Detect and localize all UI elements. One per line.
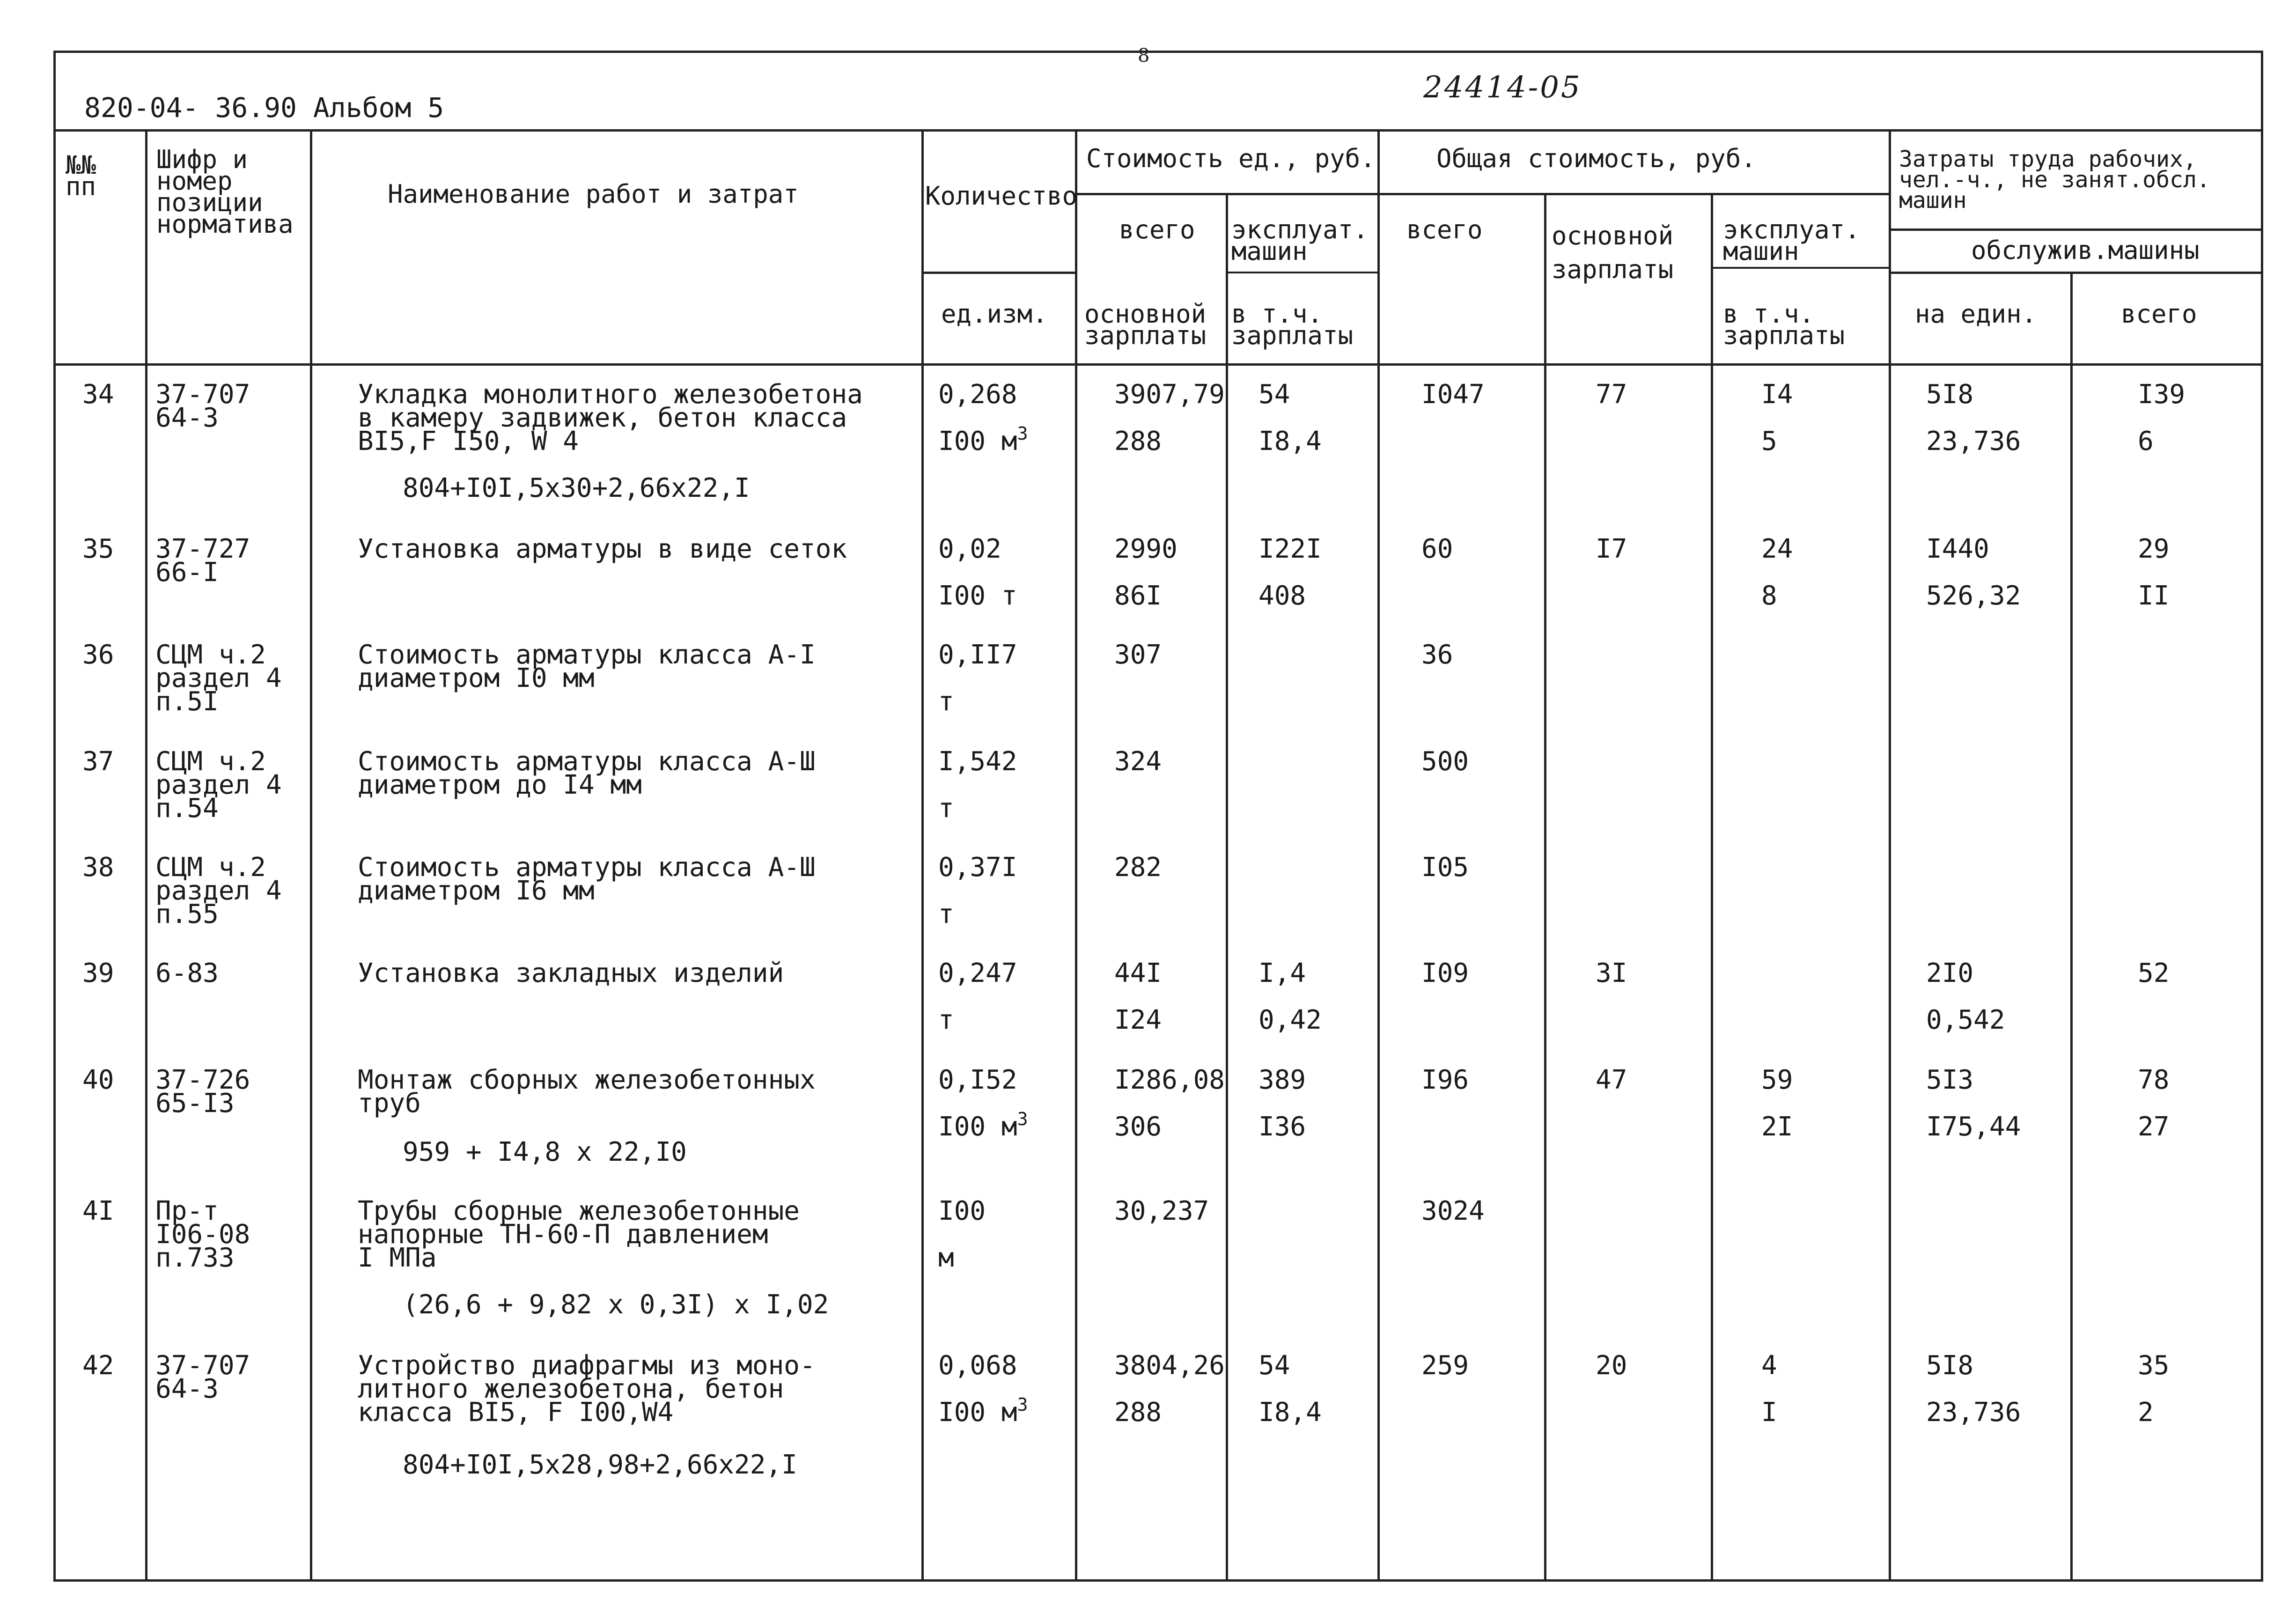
- row-7-code: Пр-т I06-08 п.733: [155, 1196, 250, 1273]
- row-6-name: Монтаж сборных железобетонных труб: [358, 1065, 816, 1119]
- row-6-unit-superscript: 3: [1017, 1109, 1028, 1129]
- header-total-cost: Общая стоимость, руб.: [1436, 144, 1756, 173]
- row-2-unit-total: 307: [1114, 640, 1162, 670]
- row-6-total-base: 47: [1596, 1065, 1627, 1095]
- row-8-labor-unit-b: 23,736: [1926, 1397, 2021, 1428]
- row-5-total-base: 3I: [1596, 958, 1627, 988]
- row-6-unit-machine: 389: [1258, 1065, 1306, 1095]
- row-8-formula: 804+I0I,5x28,98+2,66x22,I: [403, 1450, 797, 1480]
- row-3-qty: I,542: [938, 746, 1017, 777]
- row-0-unit-machine-salary: I8,4: [1258, 426, 1322, 457]
- header-unit-machine: эксплуат. машин: [1231, 215, 1369, 266]
- header-bottom-line: [53, 363, 2263, 366]
- row-8-unit: I00 $м^3$: [938, 1394, 1028, 1428]
- total-machine-underline: [1711, 267, 1891, 269]
- row-7-name: Трубы сборные железобетонные напорные ТН-60-П давлением I МПа: [358, 1196, 800, 1273]
- row-1-total-base: I7: [1596, 534, 1627, 564]
- row-0-labor-total-a: I39: [2138, 379, 2186, 410]
- row-4-num: 38: [82, 852, 114, 883]
- col-line-2: [310, 129, 312, 1582]
- header-total-incl-salary: в т.ч. зарплаты: [1723, 299, 1845, 350]
- header-num: №№ пп: [66, 150, 96, 201]
- row-1-labor-unit-a: I440: [1926, 534, 1989, 564]
- row-4-unit: т: [938, 899, 954, 929]
- row-6-code: 37-726 65-I3: [155, 1065, 250, 1119]
- header-unit-incl-salary: в т.ч. зарплаты: [1231, 299, 1354, 350]
- row-2-qty: 0,II7: [938, 640, 1017, 670]
- row-5-num: 39: [82, 958, 114, 988]
- row-6-total-machine: 59: [1761, 1065, 1793, 1095]
- row-7-num: 4I: [82, 1196, 114, 1226]
- row-4-name: Стоимость арматуры класса А-Ш диаметром I6 мм: [358, 852, 816, 906]
- stamp-number: 24414-05: [1423, 70, 1582, 105]
- row-8-unit-superscript: 3: [1017, 1394, 1028, 1415]
- row-0-num: 34: [82, 379, 114, 410]
- row-3-name: Стоимость арматуры класса А-Ш диаметром до I4 мм: [358, 746, 816, 800]
- header-total-all: всего: [1406, 215, 1483, 244]
- row-8-unit-machine-salary: I8,4: [1258, 1397, 1322, 1428]
- page-number: 8: [1138, 45, 1150, 66]
- row-5-code: 6-83: [155, 958, 219, 988]
- header-total-base-salary: основной зарплаты: [1552, 221, 1674, 284]
- row-6-unit-base: 306: [1114, 1112, 1162, 1142]
- row-7-unit: м: [938, 1243, 954, 1273]
- row-5-labor-unit-a: 2I0: [1926, 958, 1974, 988]
- row-5-unit-machine: I,4: [1258, 958, 1306, 988]
- row-4-total-all: I05: [1421, 852, 1469, 883]
- row-1-total-machine: 24: [1761, 534, 1793, 564]
- col-line-7: [1544, 193, 1546, 1582]
- row-0-total-all: I047: [1421, 379, 1485, 410]
- qty-divider: [921, 272, 1077, 274]
- row-8-unit-base: 288: [1114, 1397, 1162, 1428]
- col-line-3: [921, 129, 924, 1582]
- row-3-total-all: 500: [1421, 746, 1469, 777]
- row-5-qty: 0,247: [938, 958, 1017, 988]
- total-cost-divider: [1377, 193, 1891, 195]
- row-8-unit-machine: 54: [1258, 1350, 1290, 1381]
- row-1-total-all: 60: [1421, 534, 1453, 564]
- row-2-code: СЦМ ч.2 раздел 4 п.5I: [155, 640, 282, 717]
- row-1-total-machine-salary: 8: [1761, 581, 1777, 611]
- row-5-name: Установка закладных изделий: [358, 958, 784, 988]
- row-6-num: 40: [82, 1065, 114, 1095]
- row-0-total-machine: I4: [1761, 379, 1793, 410]
- col-line-8: [1711, 193, 1713, 1582]
- col-line-6: [1377, 129, 1380, 1582]
- row-5-total-all: I09: [1421, 958, 1469, 988]
- row-0-qty: 0,268: [938, 379, 1017, 410]
- row-0-labor-total-b: 6: [2138, 426, 2154, 457]
- document-code: 820-04- 36.90 Альбом 5: [84, 92, 444, 124]
- header-code: Шифр и номер позиции норматива: [156, 145, 294, 239]
- row-4-unit-total: 282: [1114, 852, 1162, 883]
- header-labor-per-unit: на един.: [1915, 299, 2037, 329]
- row-6-labor-unit-a: 5I3: [1926, 1065, 1974, 1095]
- row-0-total-machine-salary: 5: [1761, 426, 1777, 457]
- row-3-unit-total: 324: [1114, 746, 1162, 777]
- header-unit-base-salary: основной зарплаты: [1084, 299, 1207, 350]
- row-1-labor-total-a: 29: [2138, 534, 2170, 564]
- row-8-total-machine-salary: I: [1761, 1397, 1777, 1428]
- row-0-labor-unit-b: 23,736: [1926, 426, 2021, 457]
- row-4-code: СЦМ ч.2 раздел 4 п.55: [155, 852, 282, 929]
- row-8-labor-total-b: 2: [2138, 1397, 2154, 1428]
- header-top-line: [53, 129, 2263, 132]
- row-1-unit-total: 2990: [1114, 534, 1177, 564]
- row-6-total-machine-salary: 2I: [1761, 1112, 1793, 1142]
- labor-sub-divider: [1889, 272, 2263, 274]
- row-1-unit: I00 т: [938, 581, 1017, 611]
- header-name: Наименование работ и затрат: [388, 179, 799, 209]
- row-0-unit-base: 288: [1114, 426, 1162, 457]
- row-8-total-all: 259: [1421, 1350, 1469, 1381]
- row-0-name: Укладка монолитного железобетона в камеру задвижек, бетон класса BI5,F I50, W 4: [358, 379, 863, 457]
- row-2-name: Стоимость арматуры класса А-I диаметром I0 мм: [358, 640, 816, 693]
- header-labor-total: всего: [2121, 299, 2197, 329]
- row-6-total-all: I96: [1421, 1065, 1469, 1095]
- row-7-unit-total: 30,237: [1114, 1196, 1209, 1226]
- row-7-qty: I00: [938, 1196, 986, 1226]
- col-line-10: [2070, 272, 2073, 1582]
- row-6-formula: 959 + I4,8 x 22,I0: [403, 1137, 687, 1167]
- header-unit-total: всего: [1119, 215, 1195, 244]
- row-2-total-all: 36: [1421, 640, 1453, 670]
- labor-divider: [1889, 228, 2263, 231]
- row-6-unit-total: I286,08: [1114, 1065, 1225, 1095]
- row-0-total-base: 77: [1596, 379, 1627, 410]
- row-8-unit-total: 3804,26: [1114, 1350, 1225, 1381]
- row-0-formula: 804+I0I,5x30+2,66x22,I: [403, 473, 750, 503]
- row-8-labor-total-a: 35: [2138, 1350, 2170, 1381]
- row-7-formula: (26,6 + 9,82 x 0,3I) x I,02: [403, 1289, 829, 1320]
- header-labor-machine: обслужив.машины: [1971, 236, 2200, 265]
- row-7-total-all: 3024: [1421, 1196, 1485, 1226]
- row-0-code: 37-707 64-3: [155, 379, 250, 433]
- row-1-qty: 0,02: [938, 534, 1001, 564]
- row-6-unit-machine-salary: I36: [1258, 1112, 1306, 1142]
- row-6-labor-total-a: 78: [2138, 1065, 2170, 1095]
- header-total-machine: эксплуат. машин: [1723, 215, 1860, 266]
- row-3-unit: т: [938, 793, 954, 824]
- col-line-1: [145, 129, 147, 1582]
- row-0-unit-machine: 54: [1258, 379, 1290, 410]
- row-1-name: Установка арматуры в виде сеток: [358, 534, 847, 564]
- unit-machine-underline: [1226, 272, 1380, 273]
- row-1-unit-machine-salary: 408: [1258, 581, 1306, 611]
- row-1-labor-total-b: II: [2138, 581, 2170, 611]
- row-6-labor-total-b: 27: [2138, 1112, 2170, 1142]
- row-3-num: 37: [82, 746, 114, 777]
- row-5-unit-base: I24: [1114, 1005, 1162, 1035]
- header-unit: ед.изм.: [941, 299, 1048, 329]
- col-line-4: [1075, 129, 1077, 1582]
- row-0-labor-unit-a: 5I8: [1926, 379, 1974, 410]
- row-2-num: 36: [82, 640, 114, 670]
- row-8-qty: 0,068: [938, 1350, 1017, 1381]
- header-labor: Затраты труда рабочих, чел.-ч., не занят.обсл. машин: [1899, 146, 2210, 214]
- col-line-9: [1889, 129, 1891, 1582]
- unit-cost-divider: [1075, 193, 1380, 195]
- row-5-unit-total: 44I: [1114, 958, 1162, 988]
- row-5-labor-total-a: 52: [2138, 958, 2170, 988]
- row-5-unit: т: [938, 1005, 954, 1035]
- row-0-unit: I00 $м^3$: [938, 423, 1028, 457]
- row-5-unit-machine-salary: 0,42: [1258, 1005, 1322, 1035]
- row-6-unit: I00 $м^3$: [938, 1109, 1028, 1142]
- row-8-num: 42: [82, 1350, 114, 1381]
- header-qty: Количество: [925, 181, 1078, 211]
- row-8-name: Устройство диафрагмы из моно- литного железобетона, бетон класса BI5, F I00,W4: [358, 1350, 816, 1428]
- row-3-code: СЦМ ч.2 раздел 4 п.54: [155, 746, 282, 824]
- row-0-unit-total: 3907,79: [1114, 379, 1225, 410]
- row-6-labor-unit-b: I75,44: [1926, 1112, 2021, 1142]
- row-8-total-base: 20: [1596, 1350, 1627, 1381]
- col-line-5: [1226, 193, 1228, 1582]
- row-1-labor-unit-b: 526,32: [1926, 581, 2021, 611]
- row-6-qty: 0,I52: [938, 1065, 1017, 1095]
- row-8-labor-unit-a: 5I8: [1926, 1350, 1974, 1381]
- row-1-unit-machine: I22I: [1258, 534, 1322, 564]
- row-5-labor-unit-b: 0,542: [1926, 1005, 2005, 1035]
- row-1-unit-base: 86I: [1114, 581, 1162, 611]
- row-2-unit: т: [938, 686, 954, 717]
- header-unit-cost: Стоимость ед., руб.: [1086, 144, 1376, 173]
- row-8-code: 37-707 64-3: [155, 1350, 250, 1404]
- row-1-num: 35: [82, 534, 114, 564]
- row-4-qty: 0,37I: [938, 852, 1017, 883]
- row-0-unit-superscript: 3: [1017, 423, 1028, 444]
- row-1-code: 37-727 66-I: [155, 534, 250, 588]
- row-8-total-machine: 4: [1761, 1350, 1777, 1381]
